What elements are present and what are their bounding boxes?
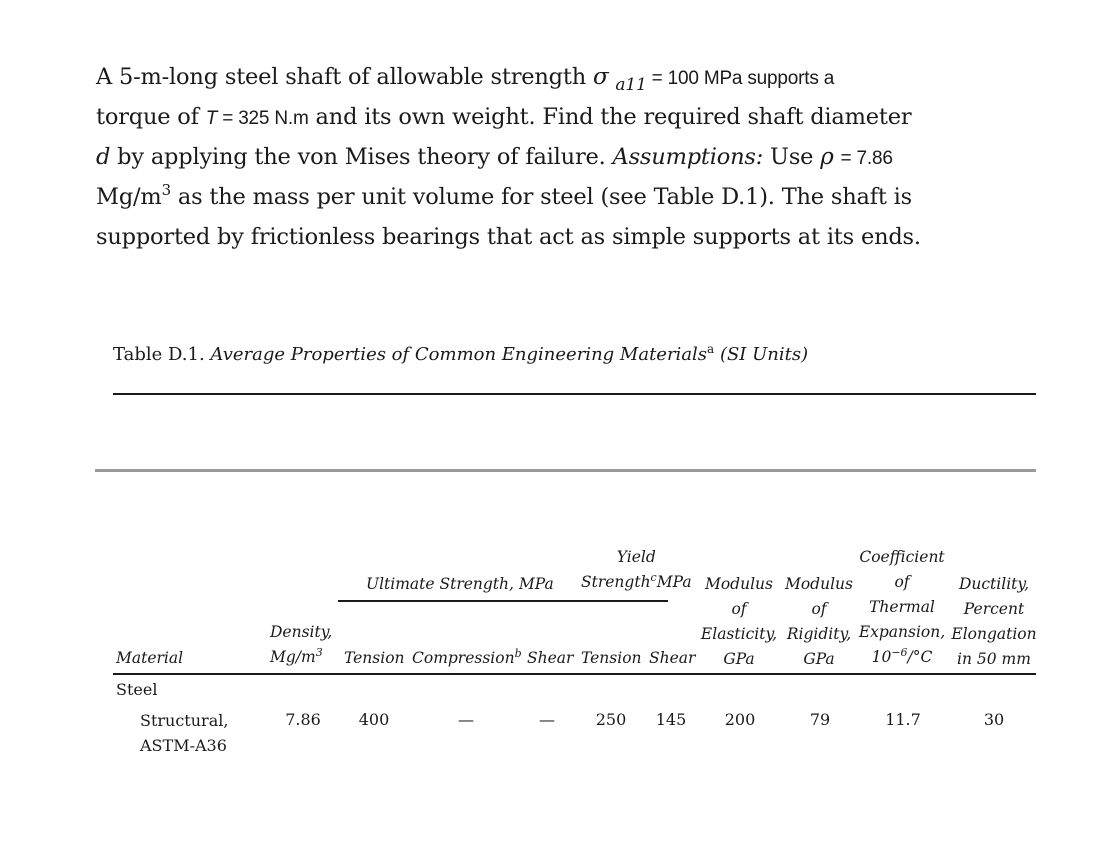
cell-ductility: 30 [983,710,1005,729]
problem-statement [96,58,921,256]
header-rigidity: Modulus of Rigidity, GPa [784,575,853,668]
group-label-steel: Steel [116,680,158,699]
header-ductility: Ductility, Percent Elongation in 50 mm [951,575,1037,668]
header-thermal-expansion: Coefficient of Thermal Expansion, $10^{-6}/^\circ C$ [858,548,946,666]
ultimate-strength-rule [338,600,668,602]
problem-line-5: supported by frictionless bearings that act as simple supports at its ends. [96,224,921,250]
header-elasticity: Modulus of Elasticity, GPa [700,575,778,668]
table-caption: Table D.1. Average Properties of Common Engineering Materials$^a$ (SI Units) [113,342,809,365]
cell-y-shear: 145 [655,710,687,729]
cell-elasticity: 200 [724,710,756,729]
header-u-shear: Shear [527,649,574,667]
problem-line-4: $Mg/m^3$ as the mass per unit volume for steel (see Table D.1). The shaft is [96,181,912,210]
header-y-shear: Shear [649,649,696,667]
header-yield-strength: Yield Strength$^c$MPa [581,548,692,591]
cell-rigidity: 79 [809,710,831,729]
sigma-subscript: a11 [615,75,647,95]
table-divider [95,469,1036,472]
header-u-tension: Tension [344,649,405,667]
header-bottom-rule [113,673,1036,675]
table-top-rule [113,393,1036,395]
header-u-compression: Compression$^b$ [412,647,522,667]
sigma-symbol: σ [592,64,609,90]
problem-line-2: torque of T = 325 N.m and its own weight. Find the required shaft diameter [96,104,912,130]
cell-density: 7.86 [285,710,321,729]
cell-expansion: 11.7 [885,710,921,729]
problem-line-1: A 5-m-long steel shaft of allowable strength σ $_{a11}$ = 100 MPa supports a [96,64,835,95]
rho-symbol: ρ [820,144,834,170]
header-density: Density, $Mg/m^3$ [270,623,333,666]
header-ultimate-strength: Ultimate Strength, MPa [366,575,554,593]
cell-u-tension: 400 [358,710,390,729]
problem-line-3: d by applying the von Mises theory of failure. Assumptions: Use ρ = 7.86 [96,144,893,170]
cell-y-tension: 250 [595,710,627,729]
cell-material: Structural, ASTM-A36 [140,711,229,755]
header-material: Material [116,649,184,667]
cell-u-shear: — [539,710,555,729]
header-y-tension: Tension [581,649,642,667]
cell-u-compression: — [458,710,474,729]
